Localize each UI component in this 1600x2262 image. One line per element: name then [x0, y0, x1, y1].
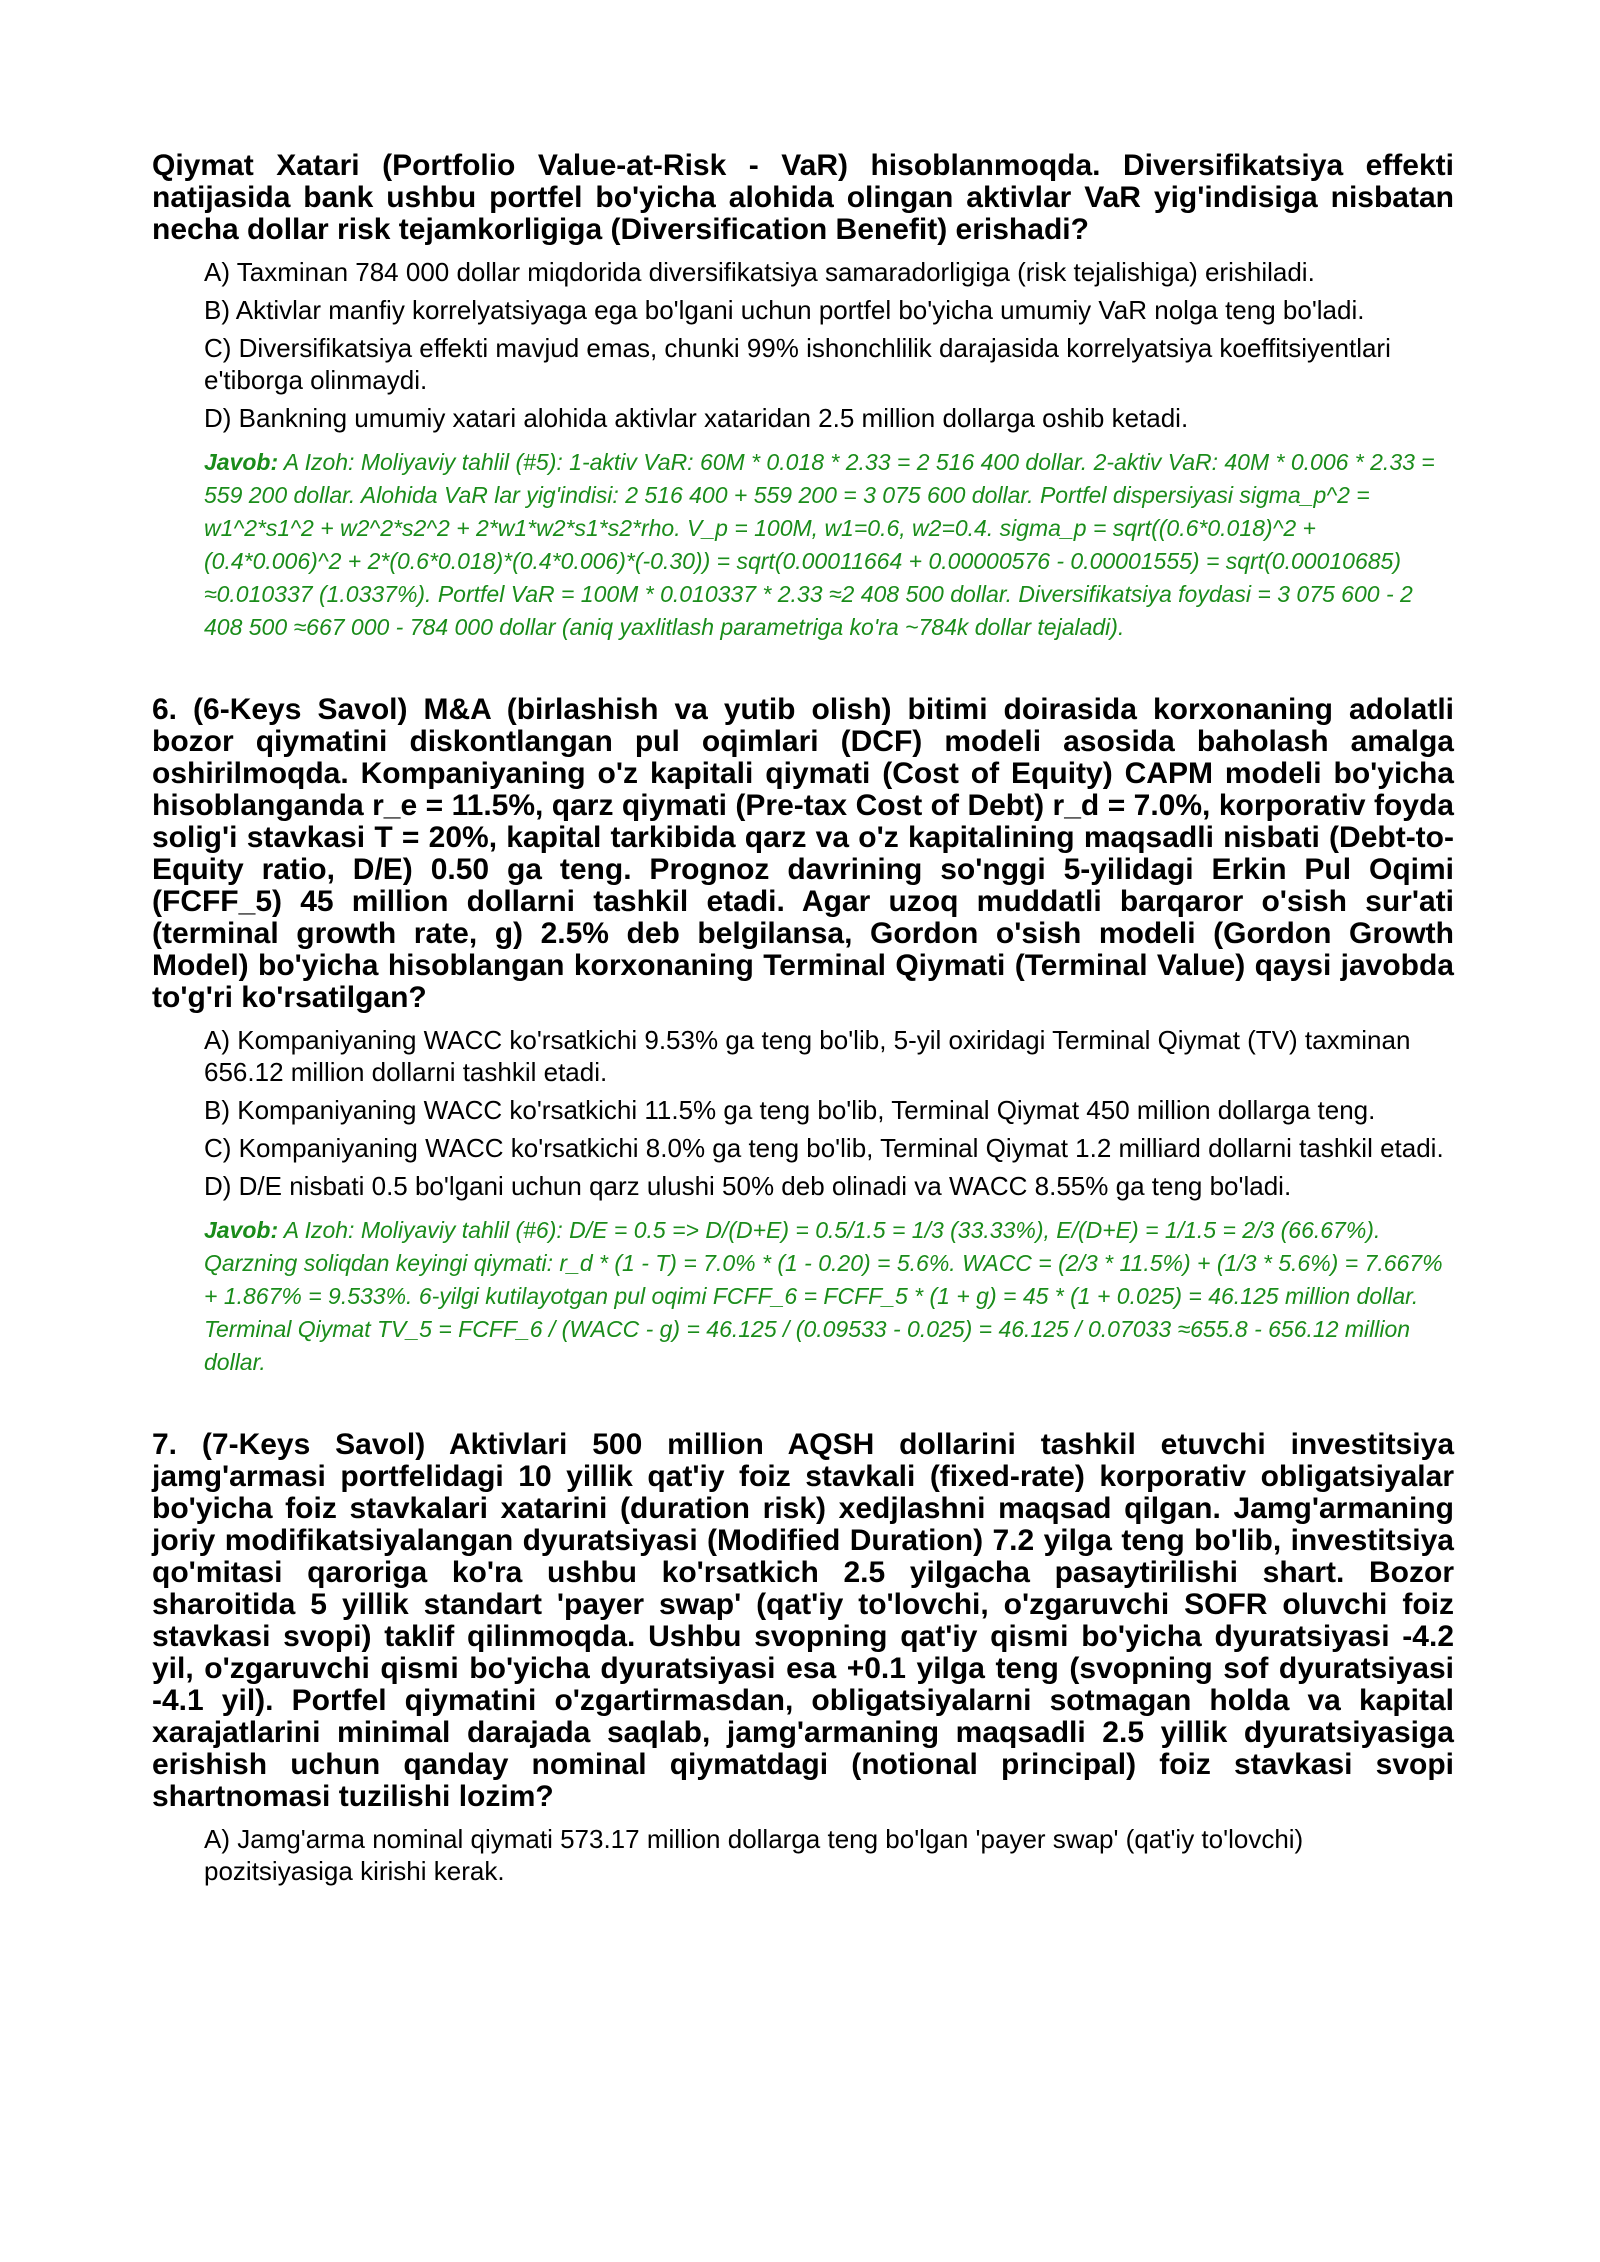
- option-b: B) Kompaniyaning WACC ko'rsatkichi 11.5% ga teng bo'lib, Terminal Qiymat 450 million dollarga teng.: [204, 1095, 1376, 1125]
- answer-options: [204, 1823, 1454, 1887]
- question-text: 6. (6-Keys Savol) M&A (birlashish va yutib olish) bitimi doirasida korxonaning adolatli bozor qiymatini diskontlangan pul oqimlari (DCF) modeli asosida baholash amalga oshirilmoqda. Kompaniyaning o'z kapitali qiymati (Cost of Equity) CAPM modeli bo'yicha hisoblanganda r_e = 11.5%, qarz qiymati (Pre-tax Cost of Debt) r_d = 7.0%, korporativ foyda solig'i stavkasi T = 20%, kapital tarkibida qarz va o'z kapitalining maqsadli nisbati (Debt-to-Equity ratio, D/E) 0.50 ga teng. Prognoz davrining so'nggi 5-yilidagi Erkin Pul Oqimi (FCFF_5) 45 million dollarni tashkil etadi. Agar uzoq muddatli barqaror o'sish sur'ati (terminal growth rate, g) 2.5% deb belgilansa, Gordon o'sish modeli (Gordon Growth Model) bo'yicha hisoblangan korxonaning Terminal Qiymati (Terminal Value) qaysi javobda to'g'ri ko'rsatilgan?: [152, 693, 1454, 1014]
- answer-explanation: [204, 1214, 1454, 1379]
- answer-options: [204, 256, 1454, 434]
- document-page: [152, 150, 1454, 1893]
- question-text: 7. (7-Keys Savol) Aktivlari 500 million AQSH dollarini tashkil etuvchi investitsiya jamg'armasi portfelidagi 10 yillik qat'iy foiz stavkali (fixed-rate) korporativ obligatsiyalar bo'yicha foiz stavkalari xatarini (duration risk) xedjlashni maqsad qilgan. Jamg'armaning joriy modifikatsiyalangan dyuratsiyasi (Modified Duration) 7.2 yilga teng bo'lib, investitsiya qo'mitasi qaroriga ko'ra ushbu ko'rsatkich 2.5 yilgacha pasaytirilishi shart. Bozor sharoitida 5 yillik standart 'payer swap' (qat'iy to'lovchi, o'zgaruvchi SOFR oluvchi foiz stavkasi svopi) taklif qilinmoqda. Ushbu svopning qat'iy qismi bo'yicha dyuratsiyasi -4.2 yil, o'zgaruvchi qismi bo'yicha dyuratsiyasi esa +0.1 yilga teng (svopning sof dyuratsiyasi -4.1 yil). Portfel qiymatini o'zgartirmasdan, obligatsiyalarni sotmagan holda va kapital xarajatlarini minimal darajada saqlab, jamg'armaning maqsadli 2.5 yillik dyuratsiyasiga erishish uchun qanday nominal qiymatdagi (notional principal) foiz stavkasi svopi shartnomasi tuzilishi lozim?: [152, 1428, 1454, 1813]
- question-block-6: [152, 694, 1454, 1379]
- question-block-7: [152, 1429, 1454, 1887]
- option-b: B) Aktivlar manfiy korrelyatsiyaga ega bo'lgani uchun portfel bo'yicha umumiy VaR nolga teng bo'ladi.: [204, 295, 1365, 325]
- option-a: A) Kompaniyaning WACC ko'rsatkichi 9.53% ga teng bo'lib, 5-yil oxiridagi Terminal Qiymat (TV) taxminan 656.12 million dollarni tashkil etadi.: [204, 1025, 1411, 1087]
- answer-explanation: [204, 446, 1454, 644]
- option-a: A) Jamg'arma nominal qiymati 573.17 million dollarga teng bo'lgan 'payer swap' (qat'iy to'lovchi) pozitsiyasiga kirishi kerak.: [204, 1824, 1304, 1886]
- answer-label: Javob:: [204, 449, 279, 475]
- option-a: A) Taxminan 784 000 dollar miqdorida diversifikatsiya samaradorligiga (risk tejalishiga) erishiladi.: [204, 257, 1315, 287]
- answer-options: [204, 1024, 1454, 1202]
- option-c: C) Diversifikatsiya effekti mavjud emas, chunki 99% ishonchlilik darajasida korrelyatsiya koeffitsiyentlari e'tiborga olinmaydi.: [204, 333, 1391, 395]
- option-c: C) Kompaniyaning WACC ko'rsatkichi 8.0% ga teng bo'lib, Terminal Qiymat 1.2 milliard dollarni tashkil etadi.: [204, 1133, 1444, 1163]
- answer-text: A Izoh: Moliyaviy tahlil (#5): 1-aktiv VaR: 60M * 0.018 * 2.33 = 2 516 400 dollar. 2-aktiv VaR: 40M * 0.006 * 2.33 = 559 200 dollar. Alohida VaR lar yig'indisi: 2 516 400 + 559 200 = 3 075 600 dollar. Portfel dispersiyasi sigma_p^2 = w1^2*s1^2 + w2^2*s2^2 + 2*w1*w2*s1*s2*rho. V_p = 100M, w1=0.6, w2=0.4. sigma_p = sqrt((0.6*0.018)^2 + (0.4*0.006)^2 + 2*(0.6*0.018)*(0.4*0.006)*(-0.30)) = sqrt(0.00011664 + 0.00000576 - 0.00001555) = sqrt(0.00010685) ≈0.010337 (1.0337%). Portfel VaR = 100M * 0.010337 * 2.33 ≈2 408 500 dollar. Diversifikatsiya foydasi = 3 075 600 - 2 408 500 ≈667 000 - 784 000 dollar (aniq yaxlitlash parametriga ko'ra ~784k dollar tejaladi).: [204, 449, 1435, 640]
- option-d: D) D/E nisbati 0.5 bo'lgani uchun qarz ulushi 50% deb olinadi va WACC 8.55% ga teng bo'ladi.: [204, 1171, 1292, 1201]
- answer-label: Javob:: [204, 1217, 279, 1243]
- question-text: Qiymat Xatari (Portfolio Value-at-Risk - VaR) hisoblanmoqda. Diversifikatsiya effekti natijasida bank ushbu portfel bo'yicha alohida olingan aktivlar VaR yig'indisiga nisbatan necha dollar risk tejamkorligiga (Diversification Benefit) erishadi?: [152, 149, 1454, 246]
- question-block-5: [152, 150, 1454, 644]
- answer-text: A Izoh: Moliyaviy tahlil (#6): D/E = 0.5 => D/(D+E) = 0.5/1.5 = 1/3 (33.33%), E/(D+E) = 1/1.5 = 2/3 (66.67%). Qarzning soliqdan keyingi qiymati: r_d * (1 - T) = 7.0% * (1 - 0.20) = 5.6%. WACC = (2/3 * 11.5%) + (1/3 * 5.6%) = 7.667% + 1.867% = 9.533%. 6-yilgi kutilayotgan pul oqimi FCFF_6 = FCFF_5 * (1 + g) = 45 * (1 + 0.025) = 46.125 million dollar. Terminal Qiymat TV_5 = FCFF_6 / (WACC - g) = 46.125 / (0.09533 - 0.025) = 46.125 / 0.07033 ≈655.8 - 656.12 million dollar.: [204, 1217, 1443, 1375]
- option-d: D) Bankning umumiy xatari alohida aktivlar xataridan 2.5 million dollarga oshib ketadi.: [204, 403, 1189, 433]
